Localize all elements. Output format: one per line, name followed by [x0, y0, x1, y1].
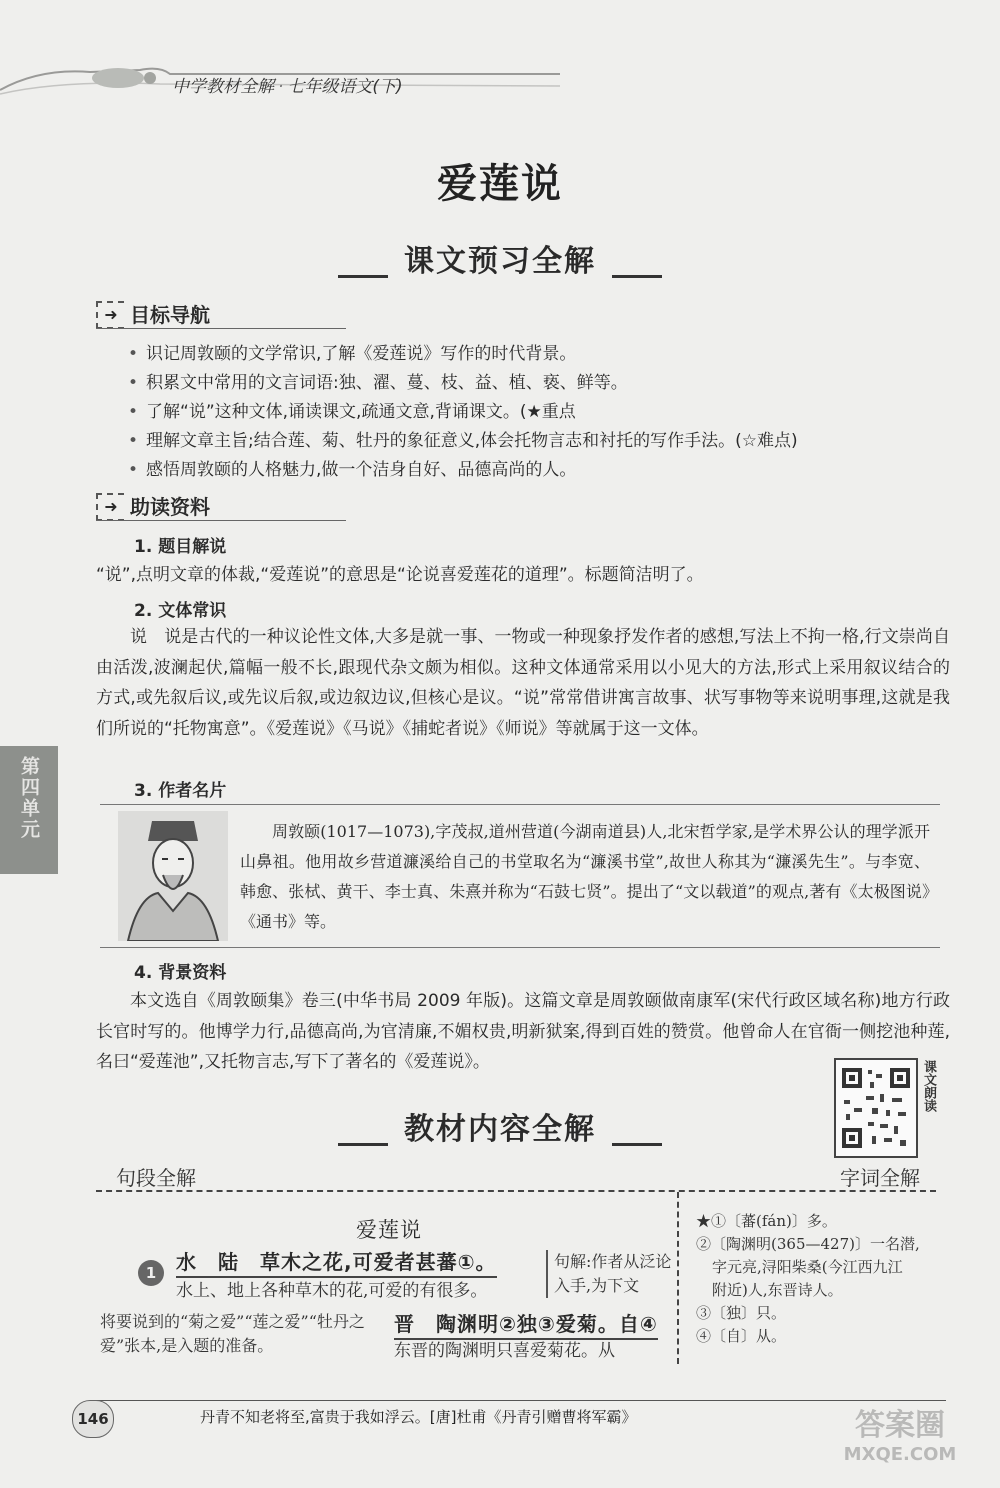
glossary-entry: ★①〔蕃(fán)〕多。: [696, 1212, 837, 1230]
column-divider: [96, 1190, 936, 1192]
lesson-title: 爱莲说: [437, 161, 563, 207]
glossary-entry: ③〔独〕只。: [696, 1304, 787, 1322]
glossary-entry: 附近)人,东晋诗人。: [712, 1281, 843, 1299]
section-heading-preview: [0, 236, 1000, 280]
original-line-1: 水 陆 草木之花,可爱者甚蕃①。: [176, 1246, 497, 1278]
goals-list: [128, 340, 948, 485]
footer-quote: 丹青不知老将至,富贵于我如浮云。[唐]杜甫《丹青引赠曹将军霸》: [200, 1408, 637, 1426]
watermark-url: MXQE.COM: [843, 1444, 957, 1465]
heading-rule-right: [612, 1143, 662, 1146]
subsection-title-1: 1. 题目解说: [134, 537, 227, 557]
watermark-logo-text: 答案圈: [855, 1408, 945, 1443]
word-glossary: [696, 1210, 946, 1348]
goal-item: • 识记周敦颐的文学常识,了解《爱莲说》写作的时代背景。: [128, 340, 948, 369]
goals-heading-label: 目标导航: [130, 303, 210, 327]
section-preview-label: 课文预习全解: [404, 244, 596, 279]
translation-line-2: 东晋的陶渊明只喜爱菊花。从: [394, 1341, 615, 1361]
header-separator: ·: [278, 77, 284, 97]
goals-heading: [96, 300, 210, 330]
heading-rule-left: [338, 1143, 388, 1146]
glossary-entry: ②〔陶渊明(365—427)〕一名潜,: [696, 1235, 920, 1253]
qr-label: 课文朗读: [921, 1060, 936, 1112]
goal-item: • 感悟周敦颐的人格魅力,做一个洁身自好、品德高尚的人。: [128, 456, 948, 485]
header-title: [172, 72, 403, 97]
unit-side-tab: [0, 746, 58, 874]
text-title: 爱莲说: [356, 1218, 422, 1242]
author-portrait-image: [118, 811, 228, 941]
arrow-icon: ➜: [96, 301, 124, 329]
section-content-label: 教材内容全解: [404, 1112, 596, 1147]
glossary-entry: 字元亮,浔阳柴桑(今江西九江: [712, 1258, 903, 1276]
glossary-entry: ④〔自〕从。: [696, 1327, 787, 1345]
sentence-note: 句解:作者从泛论入手,为下文: [546, 1250, 682, 1298]
unit-label: 第四单元: [18, 756, 40, 840]
reading-underline: [96, 520, 346, 521]
reading-heading: [96, 492, 210, 522]
column-title-right: 字词全解: [840, 1166, 920, 1190]
author-bio: 周敦颐(1017—1073),字茂叔,道州营道(今湖南道县)人,北宋哲学家,是学术界公认的理学派开山鼻祖。他用故乡营道濂溪给自己的书堂取名为“濂溪书堂”,故世人称其为“濂溪先生”。与李宽、韩愈、张栻、黄干、李士真、朱熹并称为“石鼓七贤”。提出了“文以载道”的观点,著有《太极图说》《通书》等。: [240, 822, 930, 931]
paragraph-number-badge: 1: [138, 1260, 164, 1286]
reading-heading-label: 助读资料: [130, 495, 210, 519]
goal-item: • 了解“说”这种文体,诵读课文,疏通文意,背诵课文。(★重点: [128, 398, 948, 427]
subsection-title-4: 4. 背景资料: [134, 963, 227, 983]
heading-rule-right: [612, 275, 662, 278]
subsection-title-2: 2. 文体常识: [134, 601, 227, 621]
column-title-left: 句段全解: [116, 1166, 196, 1190]
author-card: [100, 804, 940, 948]
page-number: 146: [72, 1400, 114, 1438]
background-info: 本文选自《周敦颐集》卷三(中华书局 2009 年版)。这篇文章是周敦颐做南康军(宋代行政区域名称)地方行政长官时写的。他博学力行,品德高尚,为官清廉,不媚权贵,明新狱案,得到百姓的赞赏。他曾命人在官衙一侧挖池种莲,名曰“爱莲池”,又托物言志,写下了著名的《爱莲说》。: [96, 991, 950, 1072]
original-line-2: 晋 陶渊明②独③爱菊。自④: [394, 1308, 658, 1340]
genre-knowledge: 说 说是古代的一种议论性文体,大多是就一事、一物或一种现象抒发作者的感想,写法上不拘一格,行文崇尚自由活泼,波澜起伏,篇幅一般不长,跟现代杂文颇为相似。这种文体通常采用以小见大的方法,形式上采用叙议结合的方式,或先叙后议,或先议后叙,或边叙边议,但核心是议。“说”常常借讲寓言故事、状写事物等来说明事理,这就是我们所说的“托物寓意”。《爱莲说》《马说》《捕蛇者说》《师说》等就属于这一文体。: [96, 627, 950, 739]
title-explanation: “说”,点明文章的体裁,“爱莲说”的意思是“论说喜爱莲花的道理”。标题简洁明了。: [96, 565, 704, 585]
goal-item: • 理解文章主旨;结合莲、菊、牡丹的象征意义,体会托物言志和衬托的写作手法。(☆难点): [128, 427, 948, 456]
site-watermark: [810, 1400, 990, 1465]
translation-line-1: 水上、地上各种草木的花,可爱的有很多。: [176, 1281, 488, 1301]
book-title: 中学教材全解: [172, 77, 274, 97]
heading-rule-left: [338, 275, 388, 278]
subsection-title-3: 3. 作者名片: [134, 781, 227, 801]
goal-item: • 积累文中常用的文言词语:独、濯、蔓、枝、益、植、亵、鲜等。: [128, 369, 948, 398]
grade-subject: 七年级语文(下): [287, 77, 403, 97]
arrow-icon: ➜: [96, 493, 124, 521]
margin-note: 将要说到的“菊之爱”“莲之爱”“牡丹之爱”张本,是入题的准备。: [100, 1312, 365, 1355]
goals-underline: [96, 328, 346, 329]
section-heading-content: [0, 1104, 1000, 1148]
